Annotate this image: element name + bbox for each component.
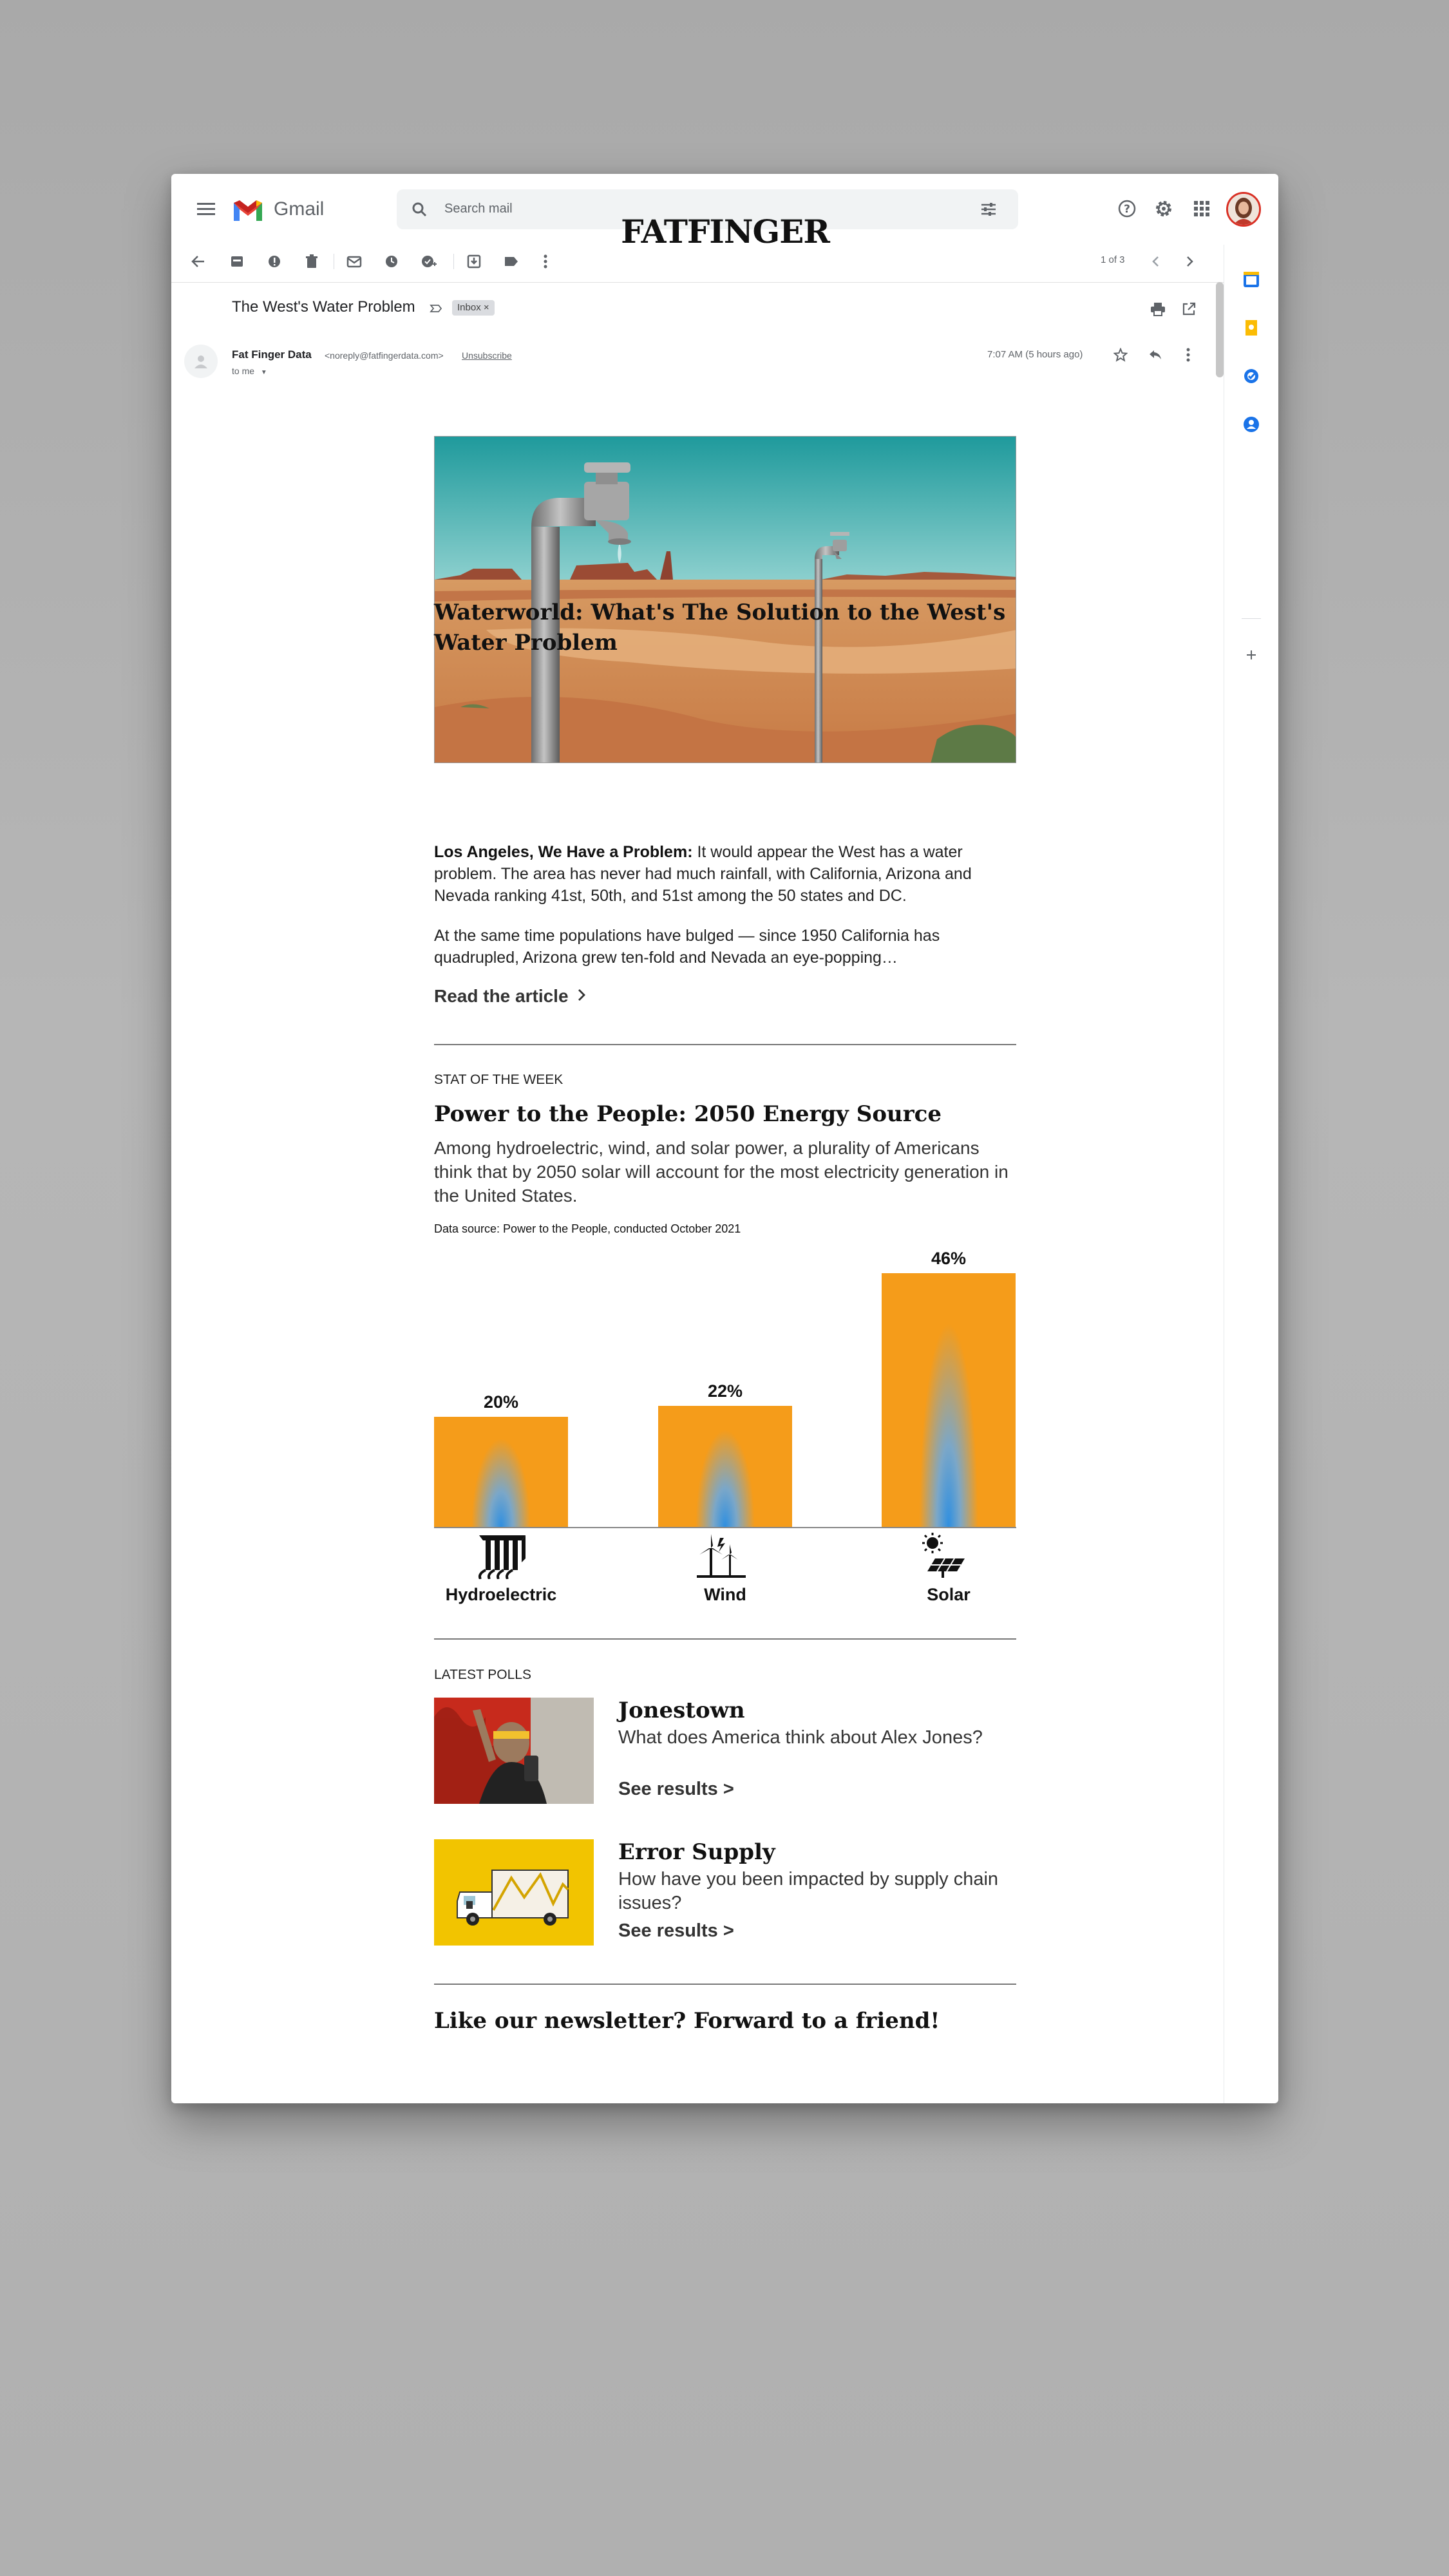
forward-to-friend-heading[interactable]: Like our newsletter? Forward to a friend! — [434, 2008, 940, 2034]
calendar-icon[interactable] — [1238, 267, 1264, 292]
recipient-label: to me — [232, 366, 255, 376]
chevron-right-icon[interactable] — [577, 986, 586, 1007]
side-panel — [1224, 245, 1278, 2103]
mark-unread-icon[interactable] — [343, 250, 366, 273]
section-divider — [434, 1044, 1016, 1045]
chart-baseline — [434, 1527, 1016, 1528]
newsletter-brand-logo[interactable]: FATFINGER — [621, 213, 829, 251]
read-article-label[interactable]: Read the article — [434, 986, 569, 1006]
poll-question-error-supply: How have you been impacted by supply chain issues? — [618, 1869, 999, 1913]
poll-results-link-jonestown[interactable]: See results > — [618, 1779, 734, 1799]
plus-icon[interactable] — [1242, 645, 1261, 665]
inbox-label-text: Inbox — [457, 302, 481, 313]
side-panel-divider — [1242, 618, 1261, 619]
poll-thumbnail-jonestown[interactable] — [434, 1698, 594, 1804]
polls-kicker: LATEST POLLS — [434, 1667, 531, 1682]
search-icon[interactable] — [410, 200, 429, 219]
star-icon[interactable] — [1109, 343, 1132, 366]
category-label-hydroelectric: Hydroelectric — [445, 1585, 557, 1604]
sender-name[interactable]: Fat Finger Data — [232, 348, 312, 361]
poll-title-error-supply[interactable]: Error Supply — [618, 1839, 775, 1865]
label-tag-icon[interactable] — [500, 250, 523, 273]
account-avatar[interactable] — [1226, 192, 1261, 227]
article-title[interactable]: Waterworld: What's The Solution to the West's Water Problem — [434, 600, 1006, 656]
article-lead-text-block — [434, 841, 1016, 907]
sender-avatar[interactable] — [184, 345, 218, 378]
bar-value-label-hydroelectric: 20% — [483, 1392, 519, 1412]
toolbar-divider — [453, 254, 454, 269]
remove-label-icon[interactable]: × — [483, 302, 489, 313]
help-icon[interactable] — [1115, 197, 1139, 220]
delete-icon[interactable] — [300, 250, 323, 273]
message-more-icon[interactable] — [1179, 343, 1198, 366]
more-options-icon[interactable] — [536, 250, 555, 273]
search-input[interactable]: Search mail — [444, 202, 513, 216]
open-new-window-icon[interactable] — [1177, 298, 1200, 321]
add-task-icon[interactable] — [417, 250, 440, 273]
svg-text:?: ? — [1124, 203, 1130, 216]
lead-bold-text: Los Angeles, We Have a Problem: — [434, 843, 693, 861]
recipient-details[interactable] — [232, 366, 267, 376]
stat-description: Among hydroelectric, wind, and solar power, a plurality of Americans think that by 2050 solar will account for the most electricity generation in the United States. — [434, 1138, 1009, 1206]
category-label-solar: Solar — [927, 1585, 971, 1604]
category-label-wind: Wind — [704, 1585, 746, 1604]
snooze-clock-icon[interactable] — [380, 250, 403, 273]
newer-chevron-icon[interactable] — [1144, 250, 1167, 273]
keep-icon[interactable] — [1238, 315, 1264, 341]
read-article-link[interactable] — [434, 986, 586, 1007]
unsubscribe-link[interactable]: Unsubscribe — [462, 350, 512, 361]
move-to-icon[interactable] — [462, 250, 486, 273]
bar-solar — [882, 1273, 1016, 1527]
gmail-window — [171, 174, 1278, 2103]
poll-results-link-error-supply[interactable]: See results > — [618, 1920, 734, 1941]
section-divider — [434, 1984, 1016, 1985]
wind-turbine-icon — [696, 1533, 747, 1579]
contacts-icon[interactable] — [1238, 412, 1264, 437]
important-marker-icon[interactable] — [426, 299, 446, 318]
inbox-label-badge[interactable] — [452, 300, 495, 316]
bar-hydroelectric — [434, 1417, 568, 1527]
archive-icon[interactable] — [225, 250, 249, 273]
gmail-logo-icon[interactable] — [231, 197, 265, 223]
stat-title[interactable]: Power to the People: 2050 Energy Source — [434, 1101, 942, 1127]
toolbar-divider-line — [171, 282, 1224, 283]
apps-grid-icon[interactable] — [1190, 197, 1213, 220]
print-icon[interactable] — [1146, 298, 1170, 321]
data-source: Data source: Power to the People, conducted October 2021 — [434, 1222, 741, 1235]
bar-value-label-solar: 46% — [931, 1249, 967, 1268]
article-second-paragraph: At the same time populations have bulged — since 1950 California has quadrupled, Arizona grew ten-fold and Nevada an eye-popping… — [434, 927, 940, 967]
email-subject: The West's Water Problem — [232, 298, 415, 316]
main-menu-icon[interactable] — [193, 196, 219, 222]
tasks-icon[interactable] — [1238, 363, 1264, 389]
details-dropdown-icon[interactable]: ▼ — [260, 369, 267, 376]
solar-panel-icon — [917, 1533, 969, 1579]
poll-title-jonestown[interactable]: Jonestown — [618, 1698, 745, 1723]
sender-email: <noreply@fatfingerdata.com> — [325, 350, 444, 361]
poll-thumbnail-error-supply[interactable] — [434, 1839, 594, 1946]
bar-wind — [658, 1406, 792, 1527]
email-timestamp: 7:07 AM (5 hours ago) — [987, 349, 1083, 360]
gmail-wordmark[interactable]: Gmail — [274, 198, 325, 220]
pagination-count: 1 of 3 — [1101, 254, 1125, 265]
hydroelectric-dam-icon — [475, 1533, 529, 1579]
section-divider — [434, 1638, 1016, 1640]
bar-value-label-wind: 22% — [707, 1381, 743, 1401]
lead-body-text: It would appear the West has a water problem. The area has never had much rainfall, with California, Arizona and Nevada ranking 41st, 50th, and 51st among the 50 states and DC. — [434, 843, 972, 905]
scrollbar-thumb[interactable] — [1216, 282, 1224, 377]
stat-kicker: STAT OF THE WEEK — [434, 1072, 564, 1087]
back-arrow-icon[interactable] — [185, 249, 211, 274]
settings-gear-icon[interactable] — [1152, 197, 1175, 220]
older-chevron-icon[interactable] — [1179, 250, 1202, 273]
report-spam-icon[interactable] — [263, 250, 286, 273]
poll-question-jonestown: What does America think about Alex Jones? — [618, 1727, 983, 1748]
reply-icon[interactable] — [1144, 343, 1167, 366]
